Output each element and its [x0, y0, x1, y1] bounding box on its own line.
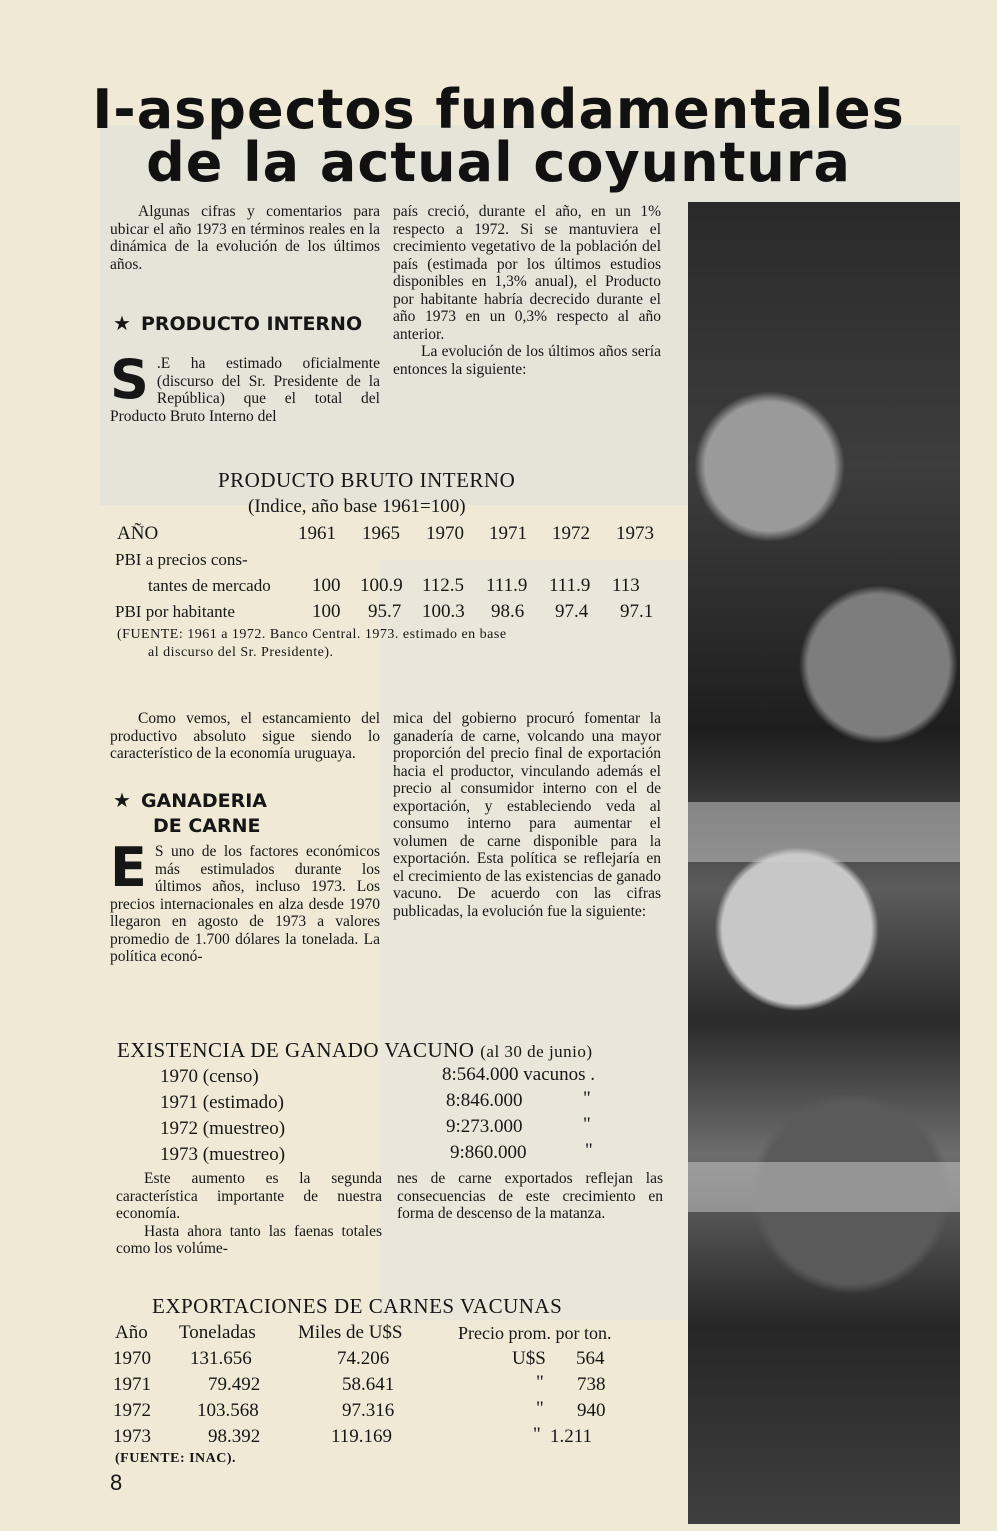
existencia-title: EXISTENCIA DE GANADO VACUNO (al 30 de junio) [117, 1038, 593, 1062]
star-icon: ★ [113, 311, 131, 335]
pbi-cell: 112.5 [422, 575, 465, 596]
exportaciones-ton: 98.392 [208, 1426, 261, 1447]
pbi-source: (FUENTE: 1961 a 1972. Banco Central. 1973. estimado en base [117, 627, 507, 642]
pbi-row1-label: PBI a precios cons- [115, 550, 248, 569]
exportaciones-header: Toneladas [179, 1322, 256, 1343]
pbi-year-label: AÑO [117, 523, 159, 544]
photo-highlight [688, 1162, 960, 1212]
ganaderia-intro: Como vemos, el estancamiento del productivo absoluto sigue siendo lo característico de la economía uruguaya. [110, 710, 380, 762]
exportaciones-year: 1971 [113, 1374, 151, 1395]
pbi-cell: 97.4 [555, 601, 589, 622]
existencia-year: 1971 (estimado) [160, 1092, 285, 1113]
pbi-year: 1961 [298, 523, 336, 544]
exportaciones-price: 738 [577, 1374, 606, 1395]
page-number: 8 [110, 1470, 123, 1495]
producto-text: .E ha estimado oficialmente (discurso del Sr. Presidente de la República) que el total del Producto Bruto Interno del [110, 355, 380, 425]
producto-col2: país creció, durante el año, en un 1% respecto a 1972. Si se mantuviera el crecimiento vegetativo de la población del país (estimada por los últimos estudios disponibles en 1,3% anual), el Producto por habitante habría decrecido durante el año 1973 en un 0,3% respecto al año anterior. La evolución de los últimos años sería entonces la siguiente: [393, 203, 661, 378]
pbi-table-title: PRODUCTO BRUTO INTERNO [218, 468, 516, 492]
ditto-mark: " [533, 1424, 541, 1445]
existencia-year: 1973 (muestreo) [160, 1144, 286, 1165]
exportaciones-currency: U$S [512, 1348, 546, 1369]
exportaciones-year: 1972 [113, 1400, 151, 1421]
ditto-mark: " [536, 1372, 544, 1393]
existencia-value: 9:860.000 [450, 1142, 527, 1163]
pbi-row1-label: tantes de mercado [148, 576, 271, 595]
ganaderia-col2: mica del gobierno procuró fomentar la ganadería de carne, volcando una mayor proporción del precio final de exportación hacia el productor, vinculando además el precio al consumidor interno con el de exportación, y estableciendo veda al consumo interno para aumentar el volumen de carne disponible para la exportación. Esta política se reflejaría en el crecimiento de las existencias de ganado vacuno. De acuerdo con las cifras publicadas, la evolución fue la siguiente: [393, 710, 661, 920]
pbi-cell: 111.9 [549, 575, 591, 596]
ditto-mark: " [583, 1088, 591, 1109]
pbi-cell: 100 [312, 601, 341, 622]
pbi-cell: 97.1 [620, 601, 654, 622]
pbi-year: 1970 [426, 523, 464, 544]
exportaciones-source: (FUENTE: INAC). [115, 1451, 237, 1466]
existencia-after-col2: nes de carne exportados reflejan las consecuencias de este crecimiento en forma de descenso de la matanza. [397, 1170, 663, 1222]
star-icon: ★ [113, 788, 131, 812]
ditto-mark: " [583, 1114, 591, 1135]
exportaciones-ton: 79.492 [208, 1374, 261, 1395]
pbi-cell: 113 [612, 575, 640, 596]
crowd-photo [688, 202, 960, 1524]
existencia-after-col1: Este aumento es la segunda característica importante de nuestra economía. Hasta ahora tanto las faenas totales como los volúme- [116, 1170, 382, 1257]
ditto-mark: " [536, 1398, 544, 1419]
ganaderia-text: S uno de los factores económicos más estimulados durante los últimos años, incluso 1973. Los precios internacionales en alza desde 1970 llegaron en agosto de 1973 a valores promedio de 1.700 dólares la tonelada. La política econó- [110, 843, 380, 965]
pbi-year: 1971 [489, 523, 527, 544]
pbi-year: 1965 [362, 523, 400, 544]
ganaderia-paragraph [110, 836, 380, 966]
exportaciones-year: 1973 [113, 1426, 151, 1447]
pbi-cell: 111.9 [486, 575, 528, 596]
page-title-line1: I-aspectos fundamentales [92, 78, 905, 141]
pbi-table-subtitle: (Indice, año base 1961=100) [248, 496, 466, 517]
section-heading-ganaderia: ★ GANADERIA [113, 788, 267, 812]
exportaciones-miles: 97.316 [342, 1400, 395, 1421]
exportaciones-header: Año [115, 1322, 148, 1343]
existencia-year: 1972 (muestreo) [160, 1118, 286, 1139]
pbi-row2-label: PBI por habitante [115, 602, 235, 621]
exportaciones-title: EXPORTACIONES DE CARNES VACUNAS [152, 1294, 563, 1318]
photo-highlight [688, 802, 960, 862]
exportaciones-year: 1970 [113, 1348, 151, 1369]
exportaciones-price: 564 [576, 1348, 605, 1369]
exportaciones-miles: 74.206 [337, 1348, 390, 1369]
exportaciones-price: 940 [577, 1400, 606, 1421]
exportaciones-price: 1.211 [550, 1426, 593, 1447]
section-heading-ganaderia-2: DE CARNE [153, 815, 261, 837]
exportaciones-miles: 119.169 [331, 1426, 393, 1447]
pbi-source: al discurso del Sr. Presidente). [148, 645, 334, 660]
existencia-year: 1970 (censo) [160, 1066, 259, 1087]
exportaciones-ton: 103.568 [197, 1400, 259, 1421]
existencia-value: 8:846.000 [446, 1090, 523, 1111]
dropcap: S [110, 348, 149, 411]
exportaciones-miles: 58.641 [342, 1374, 395, 1395]
intro-paragraph: Algunas cifras y comentarios para ubicar el año 1973 en términos reales en la dinámica de la evolución de los últimos años. [110, 203, 380, 273]
producto-paragraph [110, 348, 380, 425]
pbi-cell: 100 [312, 575, 341, 596]
existencia-value: 9:273.000 [446, 1116, 523, 1137]
exportaciones-ton: 131.656 [190, 1348, 252, 1369]
pbi-cell: 100.3 [422, 601, 465, 622]
existencia-value: 8:564.000 vacunos . [442, 1064, 596, 1085]
page-title-line2: de la actual coyuntura [146, 131, 851, 194]
dropcap: E [110, 836, 147, 899]
section-heading-producto: ★ PRODUCTO INTERNO [113, 311, 363, 335]
pbi-cell: 100.9 [360, 575, 403, 596]
pbi-cell: 98.6 [491, 601, 525, 622]
exportaciones-header: Precio prom. por ton. [458, 1323, 612, 1343]
pbi-cell: 95.7 [368, 601, 402, 622]
exportaciones-header: Miles de U$S [298, 1322, 403, 1343]
pbi-year: 1972 [552, 523, 590, 544]
ditto-mark: " [585, 1140, 593, 1161]
pbi-year: 1973 [616, 523, 654, 544]
